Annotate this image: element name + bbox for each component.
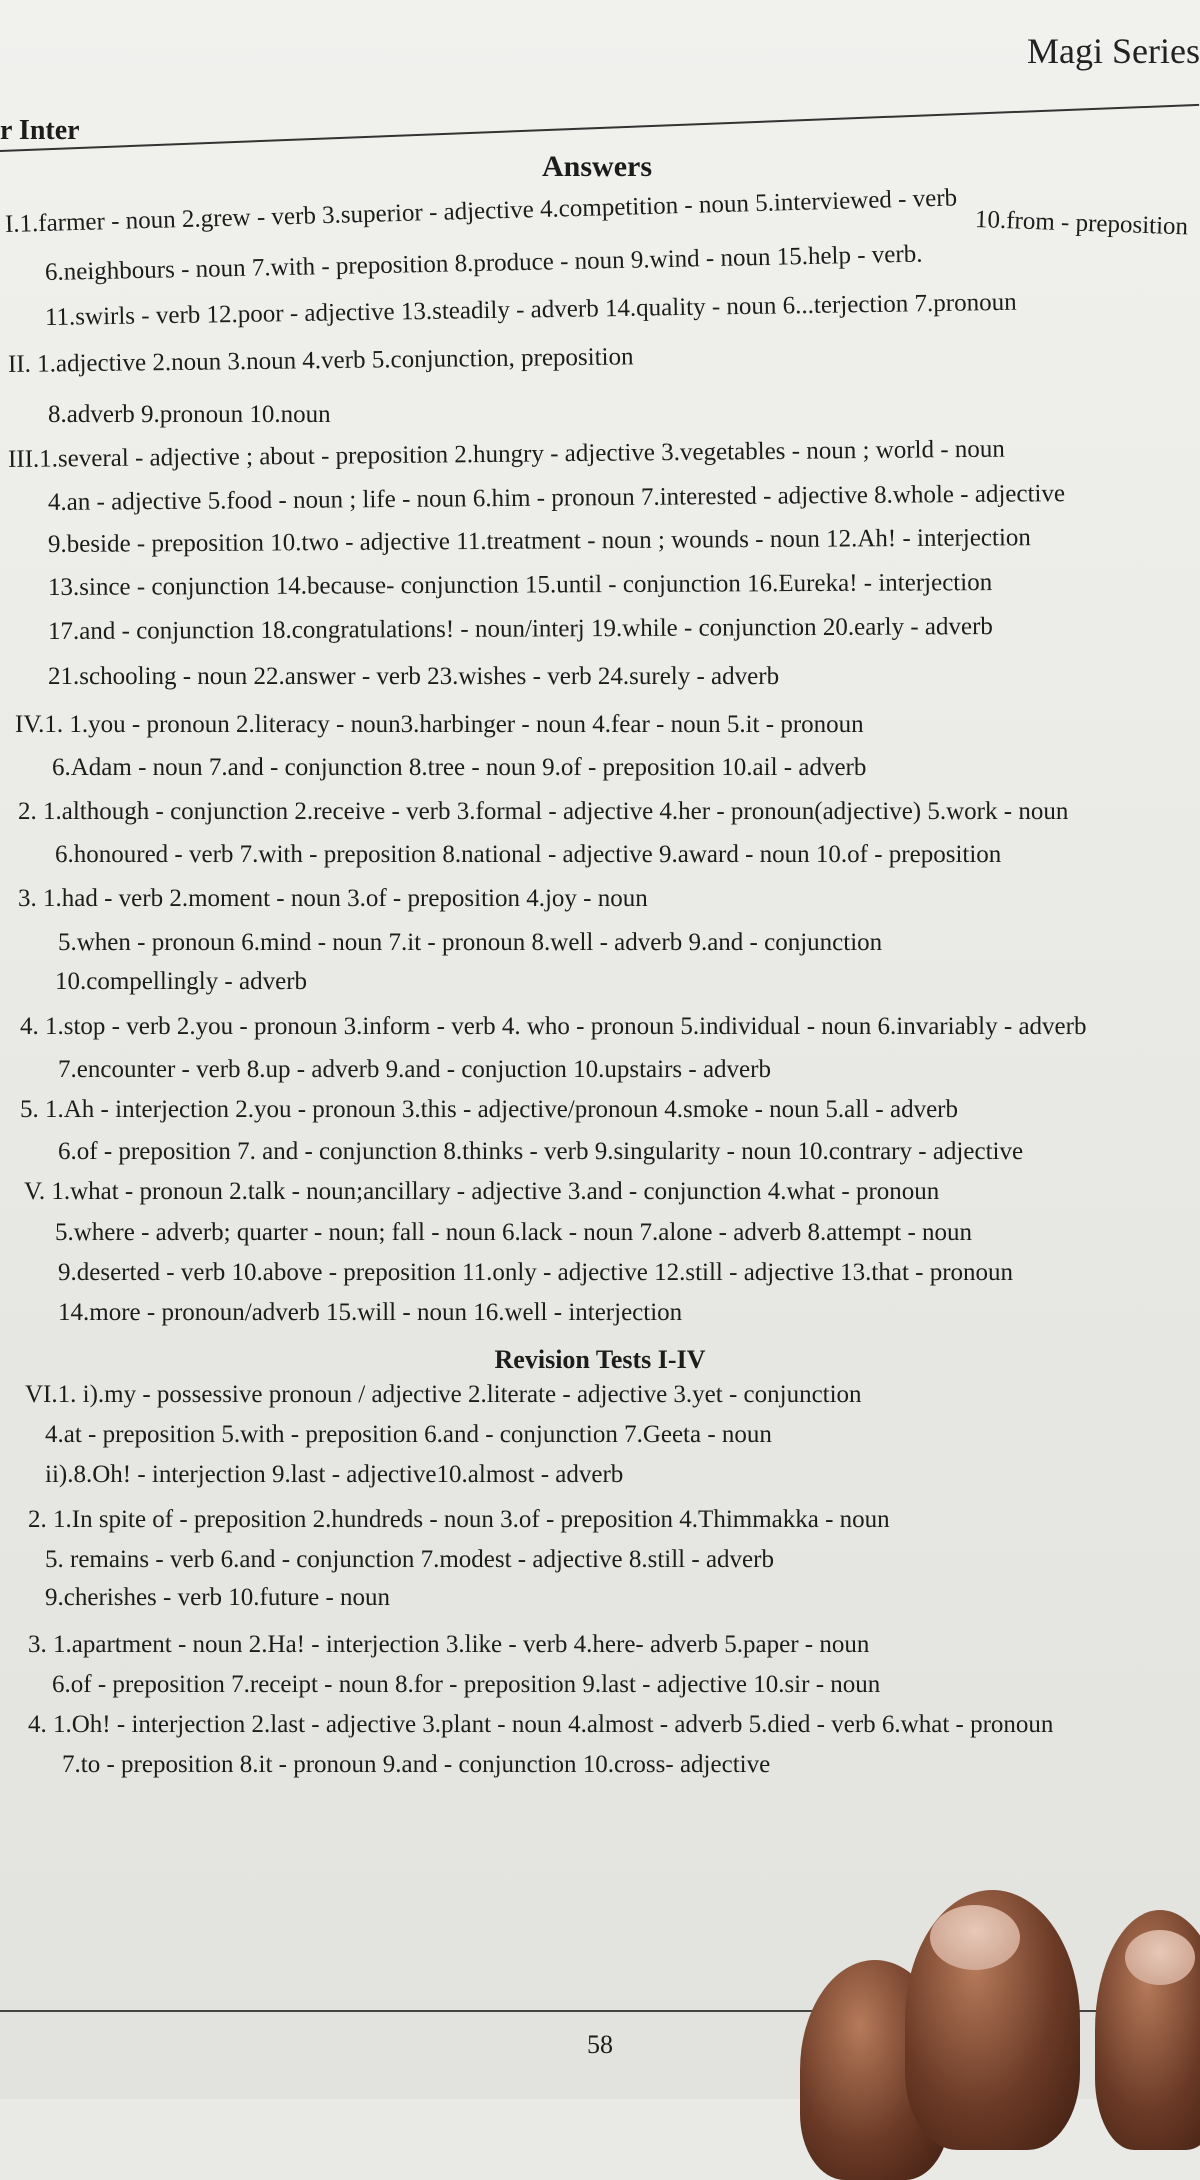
answer-line: 3. 1.apartment - noun 2.Ha! - interjection 3.like - verb 4.here- adverb 5.paper - noun (28, 1631, 870, 1658)
answer-line: 21.schooling - noun 22.answer - verb 23.wishes - verb 24.surely - adverb (48, 663, 780, 690)
answer-line: 3. 1.had - verb 2.moment - noun 3.of - preposition 4.joy - noun (18, 885, 648, 912)
answers-heading: Answers (542, 150, 652, 183)
series-title: Magi Series (1027, 31, 1200, 71)
answer-line: 9.cherishes - verb 10.future - noun (45, 1584, 391, 1611)
answer-line: 5. remains - verb 6.and - conjunction 7.modest - adjective 8.still - adverb (45, 1546, 774, 1573)
answer-line: III.1.several - adjective ; about - preposition 2.hungry - adjective 3.vegetables - noun ; world - noun (7, 435, 1006, 473)
answer-line: 6.of - preposition 7.receipt - noun 8.for - preposition 9.last - adjective 10.sir - noun (52, 1671, 881, 1698)
revision-heading: Revision Tests I-IV (494, 1345, 706, 1374)
fingernail (930, 1905, 1020, 1970)
answer-line: 14.more - pronoun/adverb 15.will - noun 16.well - interjection (58, 1299, 683, 1326)
answer-line: II. 1.adjective 2.noun 3.noun 4.verb 5.conjunction, preposition (7, 343, 634, 378)
answer-line: 7.to - preposition 8.it - pronoun 9.and - conjunction 10.cross- adjective (62, 1751, 771, 1778)
answer-line: 4.at - preposition 5.with - preposition 6.and - conjunction 7.Geeta - noun (45, 1421, 772, 1448)
answer-line: 7.encounter - verb 8.up - adverb 9.and - conjuction 10.upstairs - adverb (58, 1056, 771, 1083)
answer-line: 4.an - adjective 5.food - noun ; life - noun 6.him - pronoun 7.interested - adjective 8.whole - adjective (47, 480, 1066, 516)
answer-line: 6.honoured - verb 7.with - preposition 8.national - adjective 9.award - noun 10.of - preposition (55, 841, 1002, 868)
answer-line: V. 1.what - pronoun 2.talk - noun;ancillary - adjective 3.and - conjunction 4.what - pronoun (24, 1178, 940, 1205)
answer-line: 6.of - preposition 7. and - conjunction 8.thinks - verb 9.singularity - noun 10.contrary - adjective (58, 1138, 1024, 1165)
answer-line: 13.since - conjunction 14.because- conjunction 15.until - conjunction 16.Eureka! - interjection (47, 569, 993, 601)
answer-line: 11.swirls - verb 12.poor - adjective 13.steadily - adverb 14.quality - noun 6...terjection 7.pronoun (44, 288, 1017, 331)
answer-line: 6.neighbours - noun 7.with - preposition 8.produce - noun 9.wind - noun 15.help - verb. (44, 240, 923, 286)
answer-line: 9.deserted - verb 10.above - preposition 11.only - adjective 12.still - adjective 13.that - pronoun (58, 1259, 1014, 1286)
answer-line: IV.1. 1.you - pronoun 2.literacy - noun3.harbinger - noun 4.fear - noun 5.it - pronoun (15, 711, 864, 738)
answer-line: 10.compellingly - adverb (55, 968, 308, 995)
chapter-header: r Inter (0, 115, 80, 146)
answer-line: 2. 1.In spite of - preposition 2.hundreds - noun 3.of - preposition 4.Thimmakka - noun (28, 1506, 890, 1533)
answer-line: 5. 1.Ah - interjection 2.you - pronoun 3.this - adjective/pronoun 4.smoke - noun 5.all - adverb (20, 1096, 958, 1123)
answer-line: 17.and - conjunction 18.congratulations! - noun/interj 19.while - conjunction 20.early - adverb (47, 613, 993, 645)
answer-line: 2. 1.although - conjunction 2.receive - verb 3.formal - adjective 4.her - pronoun(adjective) 5.work - noun (18, 798, 1069, 825)
header-rule (0, 104, 1199, 152)
answer-line: 4. 1.stop - verb 2.you - pronoun 3.inform - verb 4. who - pronoun 5.individual - noun 6.invariably - adverb (20, 1013, 1087, 1040)
page-number: 58 (587, 2030, 613, 2059)
answer-line: 8.adverb 9.pronoun 10.noun (48, 401, 331, 428)
answer-line: ii).8.Oh! - interjection 9.last - adjective10.almost - adverb (45, 1461, 624, 1488)
answer-line: 10.from - preposition (974, 206, 1189, 241)
answer-line: 4. 1.Oh! - interjection 2.last - adjective 3.plant - noun 4.almost - adverb 5.died - verb 6.what - pronoun (28, 1711, 1054, 1738)
answer-line: 5.where - adverb; quarter - noun; fall - noun 6.lack - noun 7.alone - adverb 8.attempt - noun (55, 1219, 973, 1246)
answer-line: I.1.farmer - noun 2.grew - verb 3.superior - adjective 4.competition - noun 5.interviewed - verb (4, 184, 958, 238)
fingernail (1125, 1930, 1195, 1985)
answer-line: 9.beside - preposition 10.two - adjective 11.treatment - noun ; wounds - noun 12.Ah! - interjection (47, 524, 1031, 558)
answer-line: 5.when - pronoun 6.mind - noun 7.it - pronoun 8.well - adverb 9.and - conjunction (58, 929, 883, 956)
answer-line: 6.Adam - noun 7.and - conjunction 8.tree - noun 9.of - preposition 10.ail - adverb (52, 754, 867, 781)
answer-line: VI.1. i).my - possessive pronoun / adjective 2.literate - adjective 3.yet - conjunction (25, 1381, 862, 1408)
